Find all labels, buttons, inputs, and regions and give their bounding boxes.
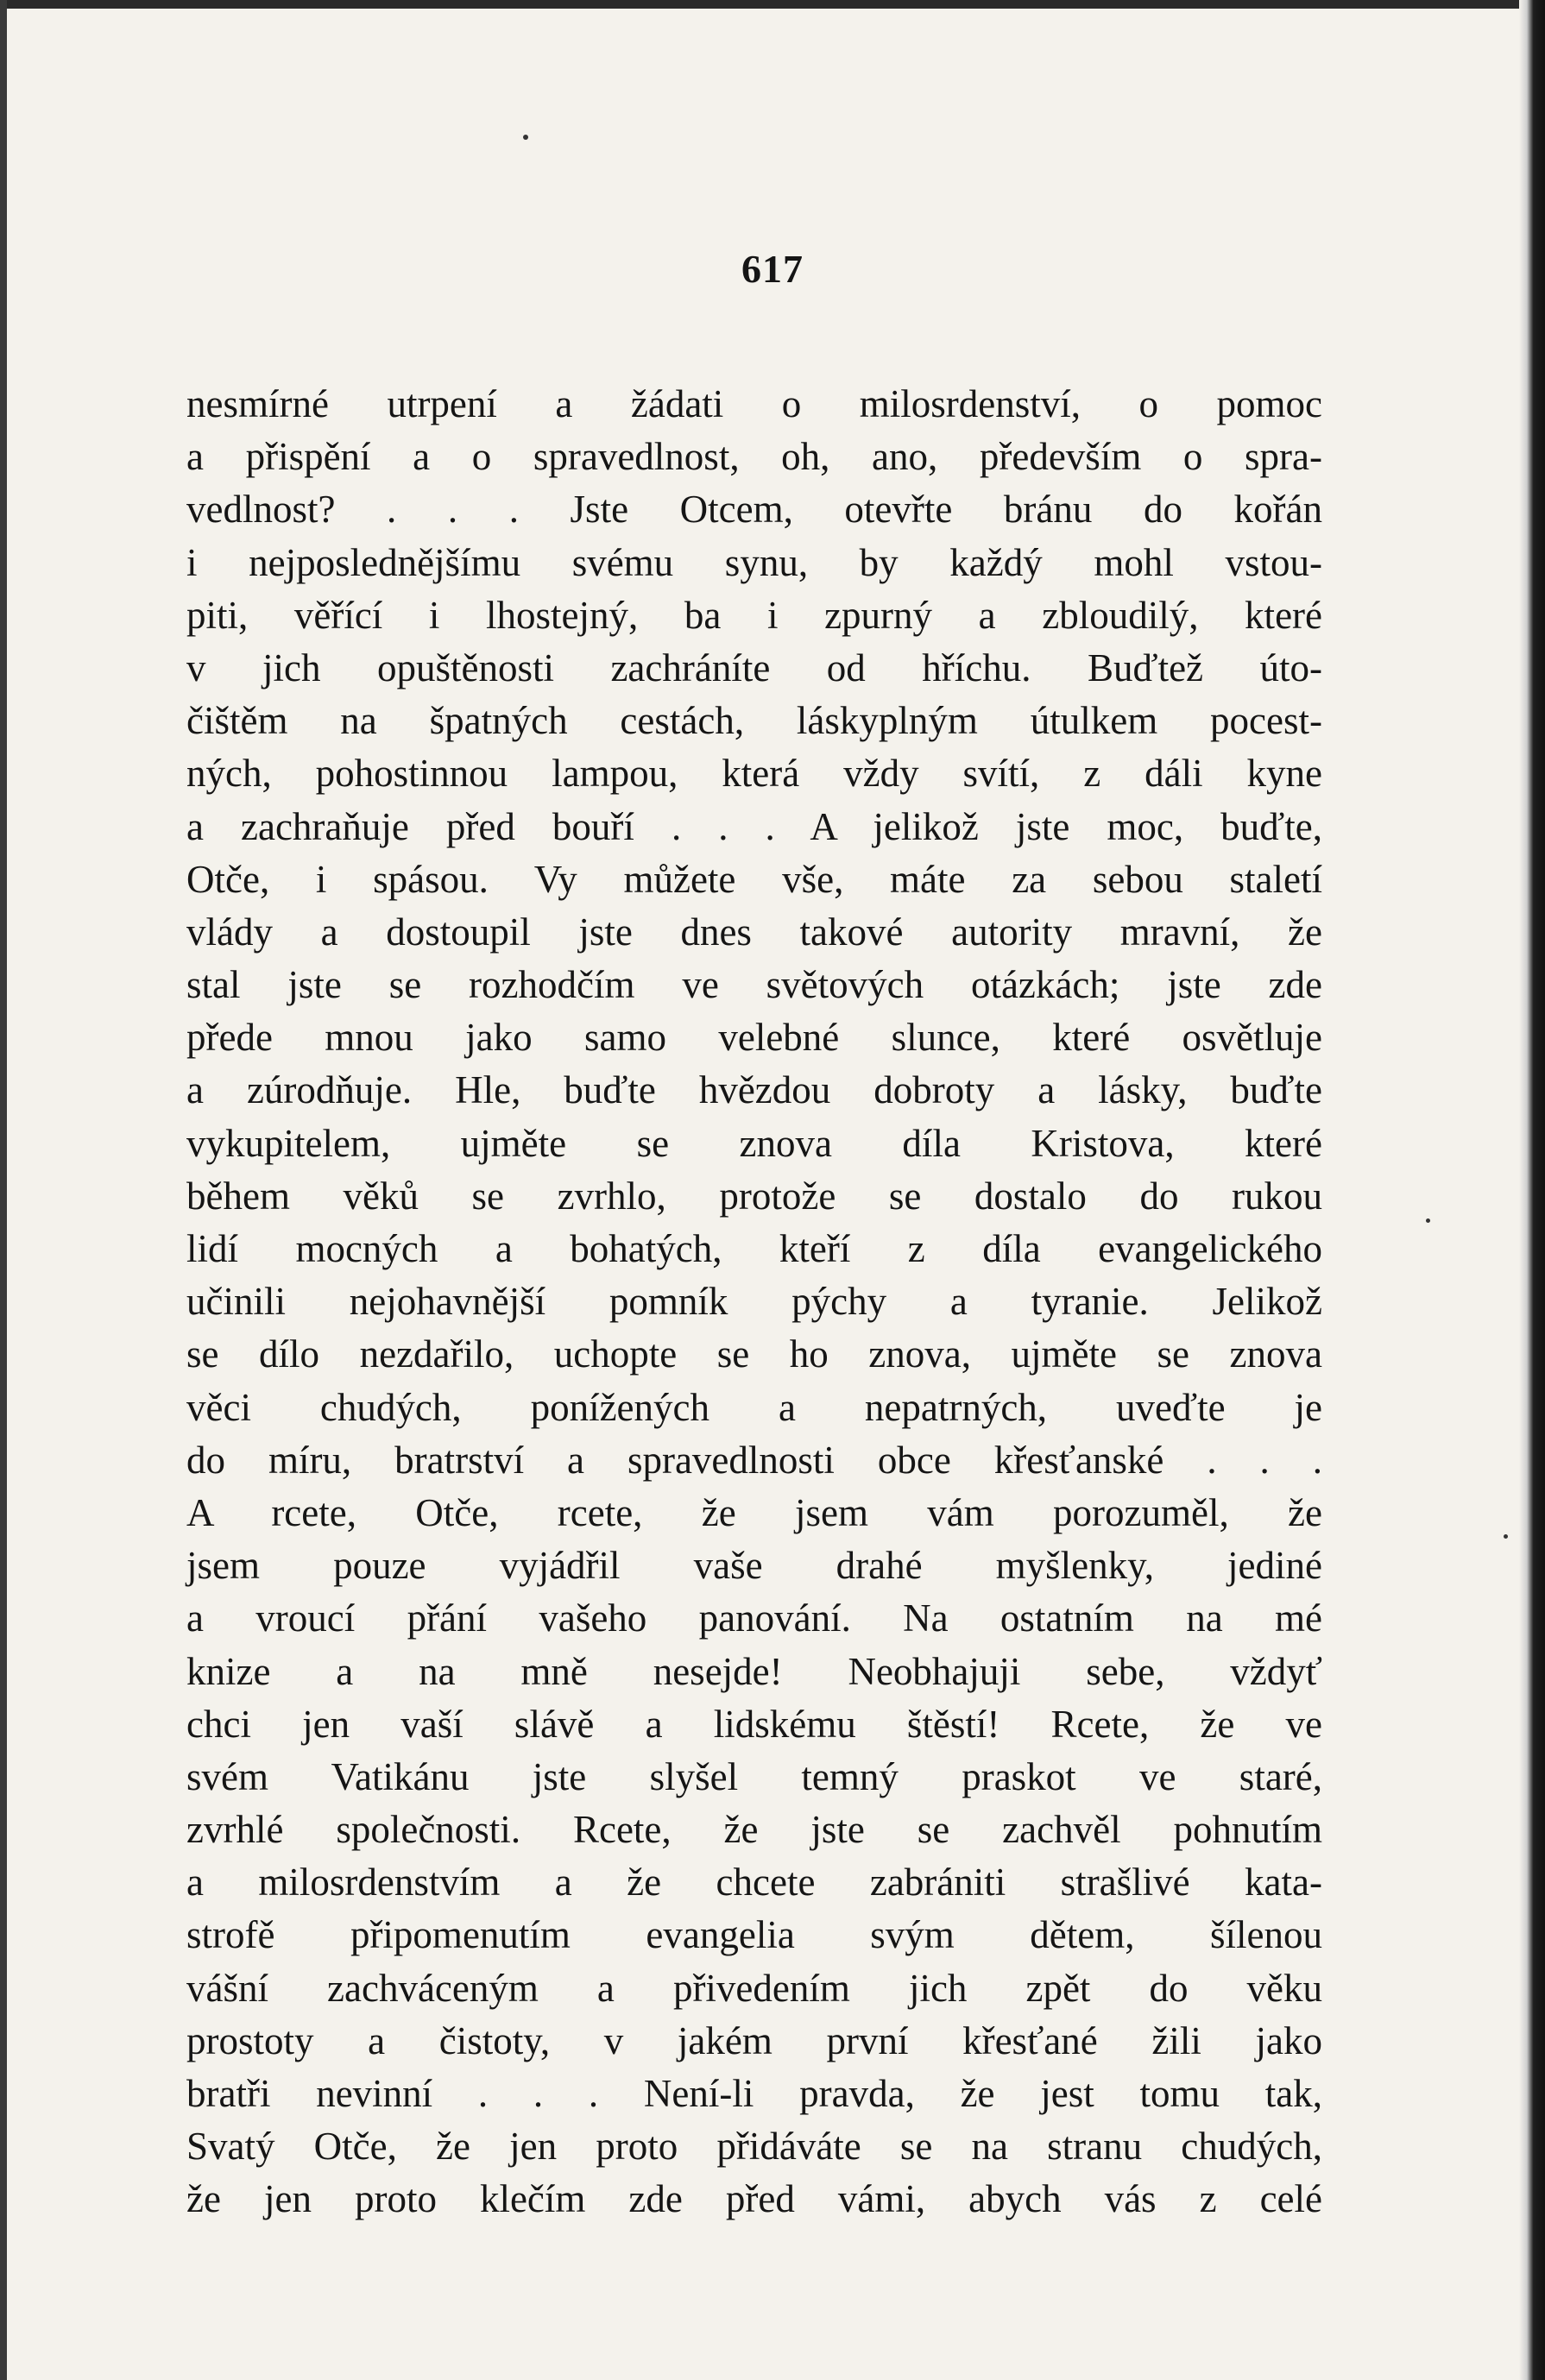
text-line: knize a na mně nesejde! Neobhajuji sebe, vždyť <box>186 1649 1322 1693</box>
text-line: chci jen vaší slávě a lidskému štěstí! Rcete, že ve <box>186 1702 1322 1746</box>
text-line: do míru, bratrství a spravedlnosti obce křesťanské . . . <box>186 1438 1322 1482</box>
text-line: vášní zachváceným a přivedením jich zpět do věku <box>186 1966 1322 2010</box>
ink-speck <box>1504 1534 1508 1539</box>
page-top-edge <box>0 0 1545 9</box>
text-line: nesmírné utrpení a žádati o milosrdenství, o pomoc <box>186 382 1322 425</box>
text-line: a zúrodňuje. Hle, buďte hvězdou dobroty a lásky, buďte <box>186 1068 1322 1112</box>
text-body <box>186 378 1322 2226</box>
text-line: A rcete, Otče, rcete, že jsem vám porozuměl, že <box>186 1490 1322 1534</box>
text-line: a milosrdenstvím a že chcete zabrániti strašlivé kata- <box>186 1861 1322 1905</box>
text-line: i nejposlednějšímu svému synu, by každý mohl vstou- <box>186 540 1322 584</box>
ink-speck <box>1426 1218 1430 1223</box>
ink-speck <box>523 135 528 140</box>
text-line: bratři nevinní . . . Není-li pravda, že jest tomu tak, <box>186 2072 1322 2115</box>
text-line: zvrhlé společnosti. Rcete, že jste se zachvěl pohnutím <box>186 1808 1322 1852</box>
text-line: přede mnou jako samo velebné slunce, které osvětluje <box>186 1016 1322 1060</box>
text-line: v jich opuštěnosti zachráníte od hříchu. Buďtež úto- <box>186 645 1322 689</box>
text-line: že jen proto klečím zde před vámi, abych vás z celé <box>186 2177 1322 2221</box>
text-line: učinili nejohavnější pomník pýchy a tyranie. Jelikož <box>186 1280 1322 1324</box>
text-line: se dílo nezdařilo, uchopte se ho znova, ujměte se znova <box>186 1332 1322 1376</box>
text-line: a přispění a o spravedlnost, oh, ano, především o spra- <box>186 435 1322 479</box>
text-line: a vroucí přání vašeho panování. Na ostatním na mé <box>186 1596 1322 1640</box>
text-line: piti, věřící i lhostejný, ba i zpurný a zbloudilý, které <box>186 593 1322 637</box>
page-left-edge <box>0 0 7 2380</box>
page-number: 617 <box>741 247 804 291</box>
text-line: a zachraňuje před bouří . . . A jelikož jste moc, buďte, <box>186 804 1322 848</box>
text-line: stal jste se rozhodčím ve světových otázkách; jste zde <box>186 963 1322 1007</box>
text-line: vedlnost? . . . Jste Otcem, otevřte bránu do kořán <box>186 488 1322 532</box>
text-line: během věků se zvrhlo, protože se dostalo do rukou <box>186 1174 1322 1218</box>
text-line: Svatý Otče, že jen proto přidáváte se na stranu chudých, <box>186 2125 1322 2169</box>
text-line: vlády a dostoupil jste dnes takové autority mravní, že <box>186 910 1322 954</box>
text-line: prostoty a čistoty, v jakém první křesťané žili jako <box>186 2018 1322 2062</box>
text-line: čištěm na špatných cestách, láskyplným útulkem pocest- <box>186 699 1322 743</box>
text-line: svém Vatikánu jste slyšel temný praskot ve staré, <box>186 1754 1322 1798</box>
page-right-edge <box>1519 0 1545 2380</box>
text-line: jsem pouze vyjádřil vaše drahé myšlenky, jediné <box>186 1544 1322 1588</box>
text-line: ných, pohostinnou lampou, která vždy svítí, z dáli kyne <box>186 752 1322 796</box>
text-line: vykupitelem, ujměte se znova díla Kristova, které <box>186 1121 1322 1165</box>
text-line: věci chudých, ponížených a nepatrných, uveďte je <box>186 1385 1322 1429</box>
text-line: Otče, i spásou. Vy můžete vše, máte za sebou staletí <box>186 857 1322 901</box>
text-line: strofě připomenutím evangelia svým dětem, šílenou <box>186 1913 1322 1957</box>
text-line: lidí mocných a bohatých, kteří z díla evangelického <box>186 1227 1322 1270</box>
